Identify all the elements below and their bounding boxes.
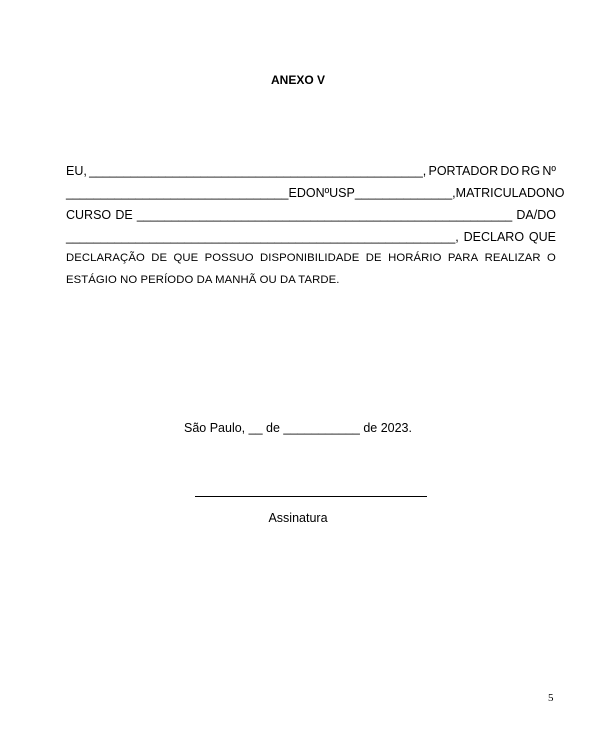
word: USP xyxy=(329,186,355,200)
word: DECLARO xyxy=(463,230,525,244)
word: DECLARAÇÃO xyxy=(66,252,145,264)
declaration-end: ESTÁGIO NO PERÍODO DA MANHÃ OU DA TARDE. xyxy=(66,274,340,286)
word: O xyxy=(547,252,556,264)
word: DO xyxy=(500,164,520,178)
word: EU, xyxy=(66,164,87,178)
blank-usp: ______________, xyxy=(354,186,456,200)
word: DE xyxy=(151,252,168,264)
declaration-line-6 xyxy=(66,274,556,294)
word: CURSO xyxy=(66,208,112,222)
declaration-line-5 xyxy=(66,252,556,272)
word: Nº xyxy=(542,164,556,178)
word: DE xyxy=(365,252,382,264)
word: E xyxy=(288,186,297,200)
signature-line xyxy=(195,482,427,497)
declaration-line-3 xyxy=(66,208,556,228)
word: DO xyxy=(296,186,316,200)
word: PORTADOR xyxy=(428,164,499,178)
word: REALIZAR xyxy=(484,252,541,264)
word: QUE xyxy=(173,252,199,264)
declaration-line-1 xyxy=(66,164,556,184)
word: DA/DO xyxy=(516,208,556,222)
word: POSSUO xyxy=(204,252,254,264)
word: PARA xyxy=(447,252,479,264)
date-line: São Paulo, __ de ___________ de 2023. xyxy=(184,421,412,435)
word: HORÁRIO xyxy=(388,252,442,264)
signature-label: Assinatura xyxy=(268,511,328,525)
blank-name: ________________________________________________, xyxy=(89,164,427,178)
word: MATRICULADO xyxy=(455,186,546,200)
page-number: 5 xyxy=(548,692,554,704)
blank-institution: ________________________________________________________, xyxy=(66,230,459,244)
word: DE xyxy=(115,208,133,222)
blank-course: ______________________________________________________ xyxy=(136,208,513,222)
word: NO xyxy=(545,186,565,200)
word: QUE xyxy=(528,230,556,244)
word: RG xyxy=(521,164,541,178)
word: Nº xyxy=(315,186,330,200)
blank-rg: ________________________________ xyxy=(66,186,289,200)
declaration-line-2 xyxy=(66,186,565,206)
declaration-line-4 xyxy=(66,230,556,250)
document-title: ANEXO V xyxy=(270,73,325,87)
word: DISPONIBILIDADE xyxy=(259,252,360,264)
